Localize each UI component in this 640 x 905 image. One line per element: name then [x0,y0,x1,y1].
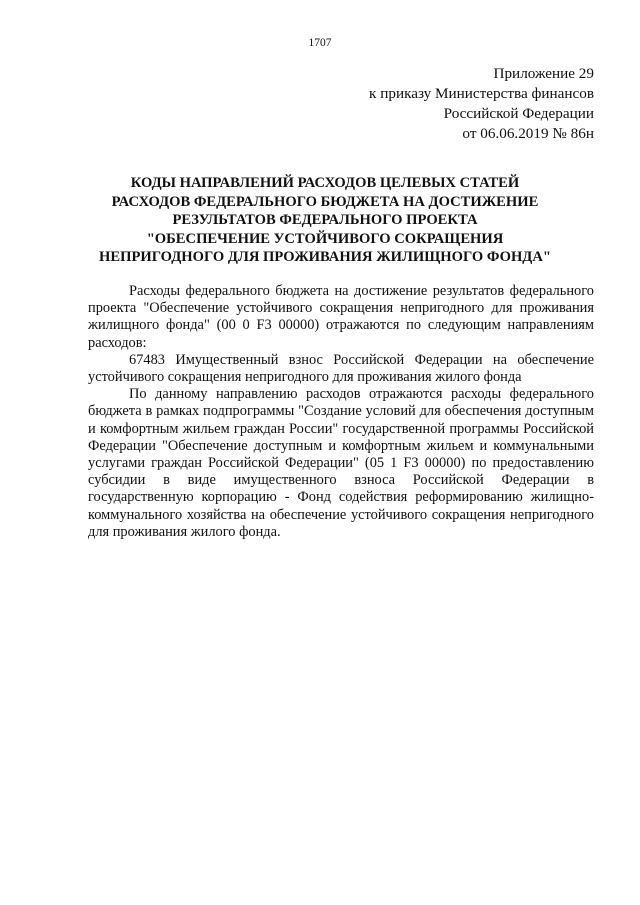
title-line: НЕПРИГОДНОГО ДЛЯ ПРОЖИВАНИЯ ЖИЛИЩНОГО ФОНДА" [99,249,551,265]
appendix-line: к приказу Министерства финансов [369,85,594,102]
appendix-line: от 06.06.2019 № 86н [462,125,594,142]
appendix-line: Приложение 29 [493,65,594,82]
document-body [88,283,594,541]
document-title [60,174,590,267]
appendix-header [369,64,594,144]
body-paragraph: Расходы федерального бюджета на достижение результатов федерального проекта "Обеспечение устойчивого сокращения непригодного для проживания жилищного фонда" (00 0 F3 00000) отражаются по следующим направлениям расходов: [88,283,594,351]
appendix-line: Российской Федерации [443,105,594,122]
body-paragraph: 67483 Имущественный взнос Российской Федерации на обеспечение устойчивого сокращения непригодного для проживания жилого фонда [88,351,594,386]
title-line: РЕЗУЛЬТАТОВ ФЕДЕРАЛЬНОГО ПРОЕКТА [172,212,478,228]
page-number: 1707 [308,37,332,49]
title-line: КОДЫ НАПРАВЛЕНИЙ РАСХОДОВ ЦЕЛЕВЫХ СТАТЕЙ [130,175,520,191]
title-line: РАСХОДОВ ФЕДЕРАЛЬНОГО БЮДЖЕТА НА ДОСТИЖЕНИЕ [111,193,539,210]
title-line: "ОБЕСПЕЧЕНИЕ УСТОЙЧИВОГО СОКРАЩЕНИЯ [146,230,504,247]
body-paragraph: По данному направлению расходов отражаются расходы федерального бюджета в рамках подпрограммы "Создание условий для обеспечения доступным и комфортным жильем граждан России" государственной программы Российской Федерации "Обеспечение доступным и комфортным жильем и коммунальными услугами граждан Российской Федерации" (05 1 F3 00000) по предоставлению субсидии в виде имущественного взноса Российской Федерации в государственную корпорацию - Фонд содействия реформированию жилищно-коммунального хозяйства на обеспечение устойчивого сокращения непригодного для проживания жилого фонда. [88,386,594,540]
